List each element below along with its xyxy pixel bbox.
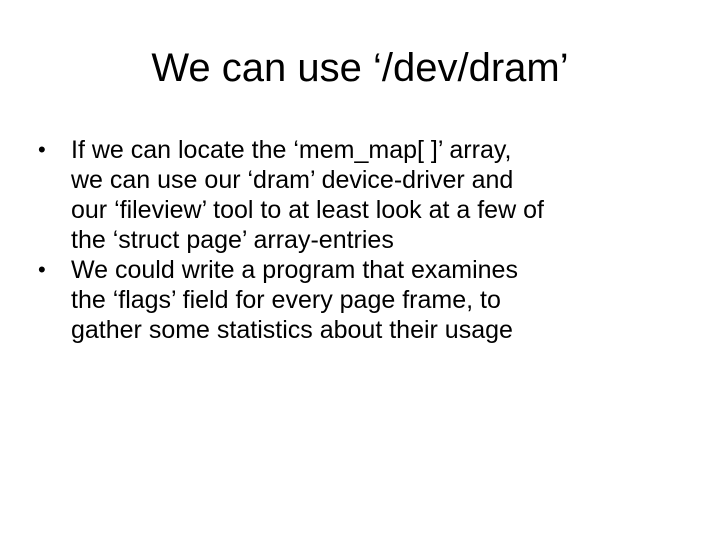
bullet-point-icon: • [38,137,46,162]
bullet-item [30,135,690,255]
bullet-text-line: We could write a program that examines [71,256,518,284]
bullet-text-line: If we can locate the ‘mem_map[ ]’ array, [71,136,512,164]
bullet-text-line: our ‘fileview’ tool to at least look at a few of [71,196,544,224]
slide-title: We can use ‘/dev/dram’ [151,46,569,90]
bullet-text-line: gather some statistics about their usage [71,316,513,344]
bullet-text-line: the ‘flags’ field for every page frame, to [71,286,501,314]
bullet-text-line: the ‘struct page’ array-entries [71,226,394,254]
bullet-list [30,135,690,345]
bullet-point-icon: • [38,257,46,282]
bullet-text-line: we can use our ‘dram’ device-driver and [71,166,514,194]
bullet-item [30,255,690,345]
